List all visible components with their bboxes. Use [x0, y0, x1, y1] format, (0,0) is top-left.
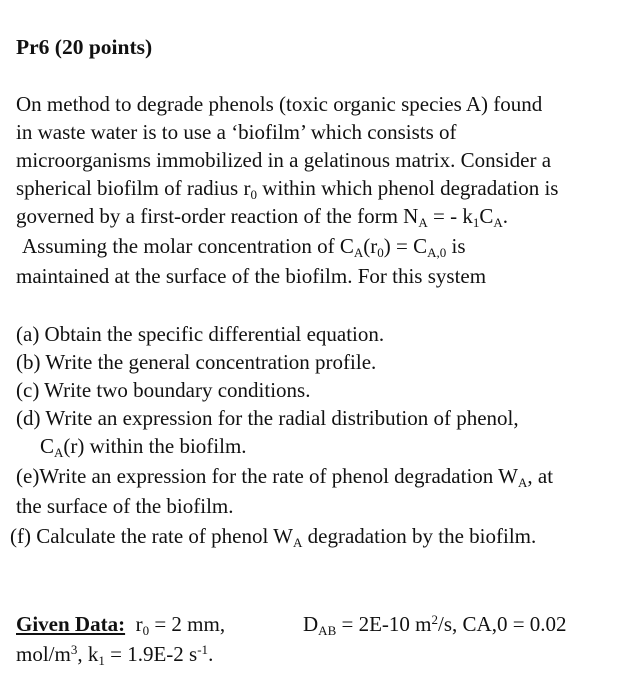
question-e-line-1: (e)Write an expression for the rate of phenol degradation $W_A$, at [16, 464, 554, 490]
intro-line-2: in waste water is to use a ‘biofilm’ which consists of [16, 120, 457, 144]
given-data-diffusivity: $D_{AB} = 2E-10$ $m^2/s$, CA,0 = 0.02 [303, 611, 567, 638]
problem-title: Pr6 (20 points) [16, 35, 153, 59]
intro-line-4: spherical biofilm of radius $r_0$ within which phenol degradation is [16, 176, 559, 202]
given-data-label: Given Data: [16, 612, 126, 636]
intro-line-5: governed by a first-order reaction of the form $N_A$ = - $k_1C_A$. [16, 204, 509, 230]
question-c: (c) Write two boundary conditions. [16, 378, 311, 402]
intro-line-3: microorganisms immobilized in a gelatinous matrix. Consider a [16, 148, 552, 172]
question-f: (f) Calculate the rate of phenol $W_A$ degradation by the biofilm. [10, 524, 537, 550]
intro-line-6: Assuming the molar concentration of $C_A(r_0) = C_{A,0}$ is [22, 234, 466, 260]
question-b: (b) Write the general concentration profile. [16, 350, 377, 374]
question-a: (a) Obtain the specific differential equation. [16, 322, 385, 346]
intro-line-7: maintained at the surface of the biofilm. For this system [16, 264, 487, 288]
given-data-line-1: Given Data: $r_0 = 2$ mm, [16, 612, 226, 638]
question-e-line-2: the surface of the biofilm. [16, 494, 234, 518]
given-data-line-2: mol/$m^3$, $k_1 = 1.9E-2$ $s^{-1}$. [16, 641, 214, 668]
intro-line-1: On method to degrade phenols (toxic organic species A) found [16, 92, 543, 116]
question-d-line-2: $C_A(r)$ within the biofilm. [40, 434, 247, 460]
question-d-line-1: (d) Write an expression for the radial distribution of phenol, [16, 406, 519, 430]
